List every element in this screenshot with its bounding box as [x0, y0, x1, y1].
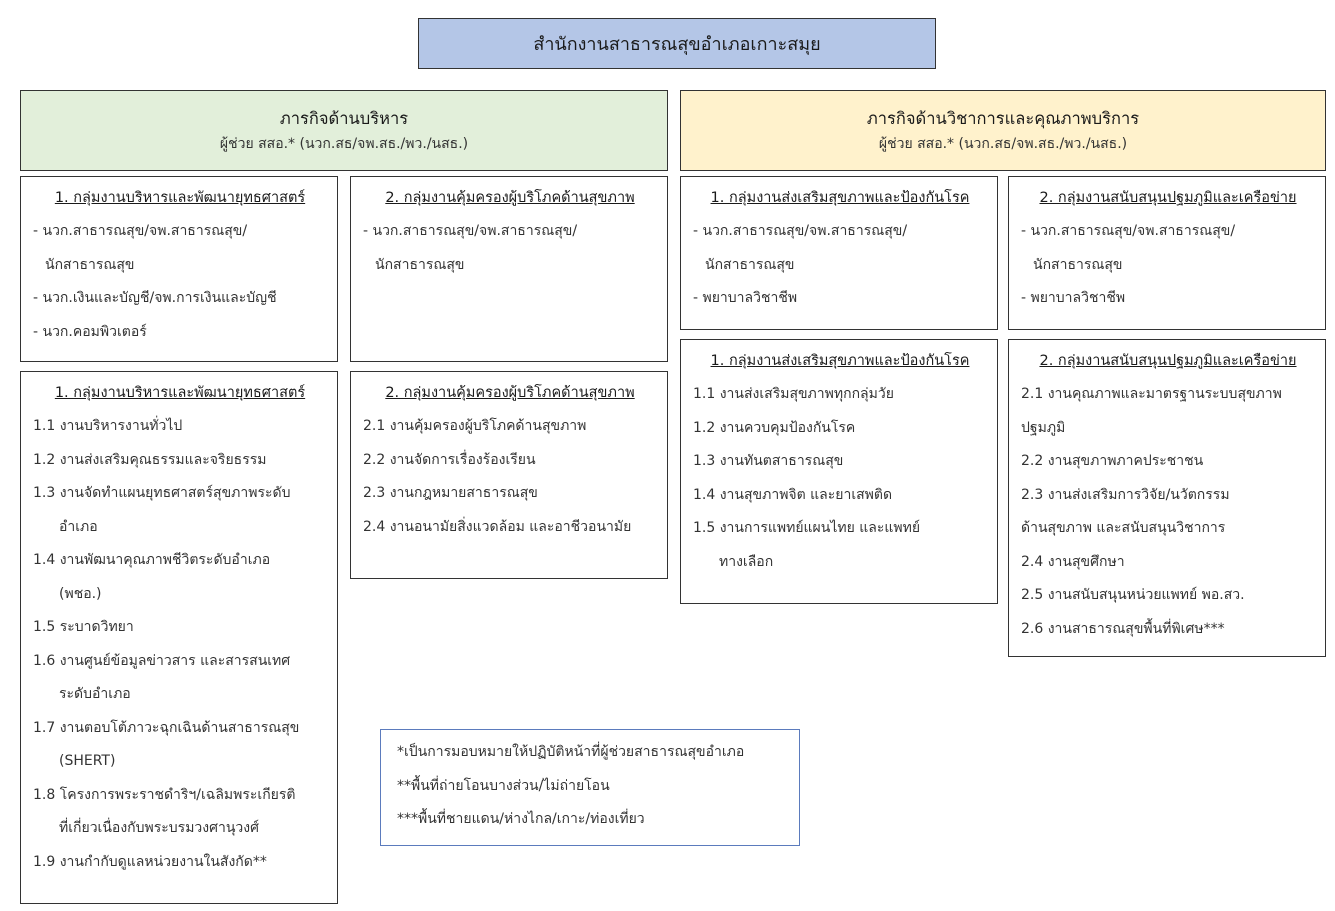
- footnote: *เป็นการมอบหมายให้ปฏิบัติหน้าที่ผู้ช่วยสาธารณสุขอำเภอ: [397, 744, 745, 760]
- task-item: ปฐมภูมิ: [1021, 419, 1066, 436]
- task-item: 2.2 งานจัดการเรื่องร้องเรียน: [363, 451, 536, 468]
- academic-mission-header: [680, 90, 1326, 171]
- group3-staff-title: 1. กลุ่มงานส่งเสริมสุขภาพและป้องกันโรค: [710, 190, 970, 206]
- group2-staff-box: [350, 176, 668, 362]
- task-item: 2.1 งานคุ้มครองผู้บริโภคด้านสุขภาพ: [363, 418, 587, 434]
- task-item: 2.5 งานสนับสนุนหน่วยแพทย์ พอ.สว.: [1021, 587, 1245, 603]
- task-item: ทางเลือก: [719, 553, 774, 570]
- task-item: 1.4 งานพัฒนาคุณภาพชีวิตระดับอำเภอ: [33, 552, 271, 568]
- staff-line: - นวก.สาธารณสุข/จพ.สาธารณสุข/: [33, 223, 248, 239]
- task-item: ที่เกี่ยวเนื่องกับพระบรมวงศานุวงศ์: [59, 820, 260, 836]
- group4-tasks-title: 2. กลุ่มงานสนับสนุนปฐมภูมิและเครือข่าย: [1039, 353, 1297, 369]
- staff-line: - นวก.สาธารณสุข/จพ.สาธารณสุข/: [693, 223, 908, 239]
- footnote: **พื้นที่ถ่ายโอนบางส่วน/ไม่ถ่ายโอน: [397, 777, 610, 794]
- task-item: 1.2 งานควบคุมป้องกันโรค: [693, 419, 856, 436]
- group1-staff-title: 1. กลุ่มงานบริหารและพัฒนายุทธศาสตร์: [54, 190, 306, 206]
- admin-mission-subtitle: ผู้ช่วย สสอ.* (นวก.สธ/จพ.สธ./พว./นสธ.): [219, 135, 469, 152]
- staff-line: นักสาธารณสุข: [375, 256, 465, 273]
- group3-tasks-box: [680, 339, 998, 604]
- task-item: 1.5 ระบาดวิทยา: [33, 619, 134, 635]
- academic-mission-subtitle: ผู้ช่วย สสอ.* (นวก.สธ/จพ.สธ./พว./นสธ.): [878, 135, 1128, 152]
- staff-line: นักสาธารณสุข: [705, 256, 795, 273]
- task-item: 1.6 งานศูนย์ข้อมูลข่าวสาร และสารสนเทศ: [33, 652, 291, 669]
- staff-line: - นวก.สาธารณสุข/จพ.สาธารณสุข/: [1021, 223, 1236, 239]
- task-item: 1.5 งานการแพทย์แผนไทย และแพทย์: [693, 520, 921, 536]
- staff-line: - นวก.คอมพิวเตอร์: [33, 323, 147, 340]
- org-title-text: สำนักงานสาธารณสุขอำเภอเกาะสมุย: [533, 34, 821, 55]
- org-title: [418, 18, 936, 69]
- group2-tasks-title: 2. กลุ่มงานคุ้มครองผู้บริโภคด้านสุขภาพ: [385, 385, 635, 401]
- footnote-box: [380, 729, 800, 846]
- task-item: 1.7 งานตอบโต้ภาวะฉุกเฉินด้านสาธารณสุข: [33, 719, 300, 736]
- staff-line: นักสาธารณสุข: [45, 256, 135, 273]
- task-item: 1.3 งานจัดทำแผนยุทธศาสตร์สุขภาพระดับ: [33, 485, 291, 501]
- group1-tasks-title: 1. กลุ่มงานบริหารและพัฒนายุทธศาสตร์: [54, 385, 306, 401]
- staff-line: - นวก.สาธารณสุข/จพ.สาธารณสุข/: [363, 223, 578, 239]
- task-item: 1.1 งานบริหารงานทั่วไป: [33, 418, 183, 434]
- task-item: (พชอ.): [59, 585, 102, 602]
- task-item: 2.6 งานสาธารณสุขพื้นที่พิเศษ***: [1021, 620, 1225, 637]
- task-item: 2.2 งานสุขภาพภาคประชาชน: [1021, 453, 1204, 469]
- task-item: 2.3 งานส่งเสริมการวิจัย/นวัตกรรม: [1021, 486, 1230, 503]
- task-item: 2.4 งานสุขศึกษา: [1021, 553, 1125, 570]
- task-item: 2.1 งานคุณภาพและมาตรฐานระบบสุขภาพ: [1021, 386, 1282, 402]
- task-item: 2.4 งานอนามัยสิ่งแวดล้อม และอาชีวอนามัย: [363, 518, 632, 535]
- admin-mission-title: ภารกิจด้านบริหาร: [279, 108, 409, 128]
- group2-staff-title: 2. กลุ่มงานคุ้มครองผู้บริโภคด้านสุขภาพ: [385, 190, 635, 206]
- task-item: 1.2 งานส่งเสริมคุณธรรมและจริยธรรม: [33, 451, 267, 468]
- staff-line: - พยาบาลวิชาชีพ: [693, 290, 798, 306]
- group3-staff-box: [680, 176, 998, 330]
- task-item: 1.8 โครงการพระราชดำริฯ/เฉลิมพระเกียรติ: [33, 786, 296, 803]
- staff-line: - พยาบาลวิชาชีพ: [1021, 290, 1126, 306]
- task-item: (SHERT): [59, 753, 116, 769]
- footnote: ***พื้นที่ชายแดน/ห่างไกล/เกาะ/ท่องเที่ยว: [397, 811, 645, 827]
- staff-line: - นวก.เงินและบัญชี/จพ.การเงินและบัญชี: [33, 290, 277, 306]
- group4-staff-box: [1008, 176, 1326, 330]
- task-item: ระดับอำเภอ: [59, 686, 131, 702]
- admin-mission-header: [20, 90, 668, 171]
- task-item: 1.4 งานสุขภาพจิต และยาเสพติด: [693, 486, 893, 503]
- task-item: 1.1 งานส่งเสริมสุขภาพทุกกลุ่มวัย: [693, 386, 894, 402]
- task-item: 2.3 งานกฎหมายสาธารณสุข: [363, 485, 538, 501]
- group4-staff-title: 2. กลุ่มงานสนับสนุนปฐมภูมิและเครือข่าย: [1039, 190, 1297, 206]
- task-item: อำเภอ: [59, 518, 98, 535]
- academic-mission-title: ภารกิจด้านวิชาการและคุณภาพบริการ: [866, 108, 1140, 128]
- group1-tasks-box: [20, 371, 338, 904]
- group1-staff-box: [20, 176, 338, 362]
- task-item: ด้านสุขภาพ และสนับสนุนวิชาการ: [1021, 520, 1226, 536]
- group3-tasks-title: 1. กลุ่มงานส่งเสริมสุขภาพและป้องกันโรค: [710, 353, 970, 369]
- task-item: 1.3 งานทันตสาธารณสุข: [693, 453, 844, 469]
- group4-tasks-box: [1008, 339, 1326, 657]
- task-item: 1.9 งานกำกับดูแลหน่วยงานในสังกัด**: [33, 853, 267, 870]
- staff-line: นักสาธารณสุข: [1033, 256, 1123, 273]
- group2-tasks-box: [350, 371, 668, 579]
